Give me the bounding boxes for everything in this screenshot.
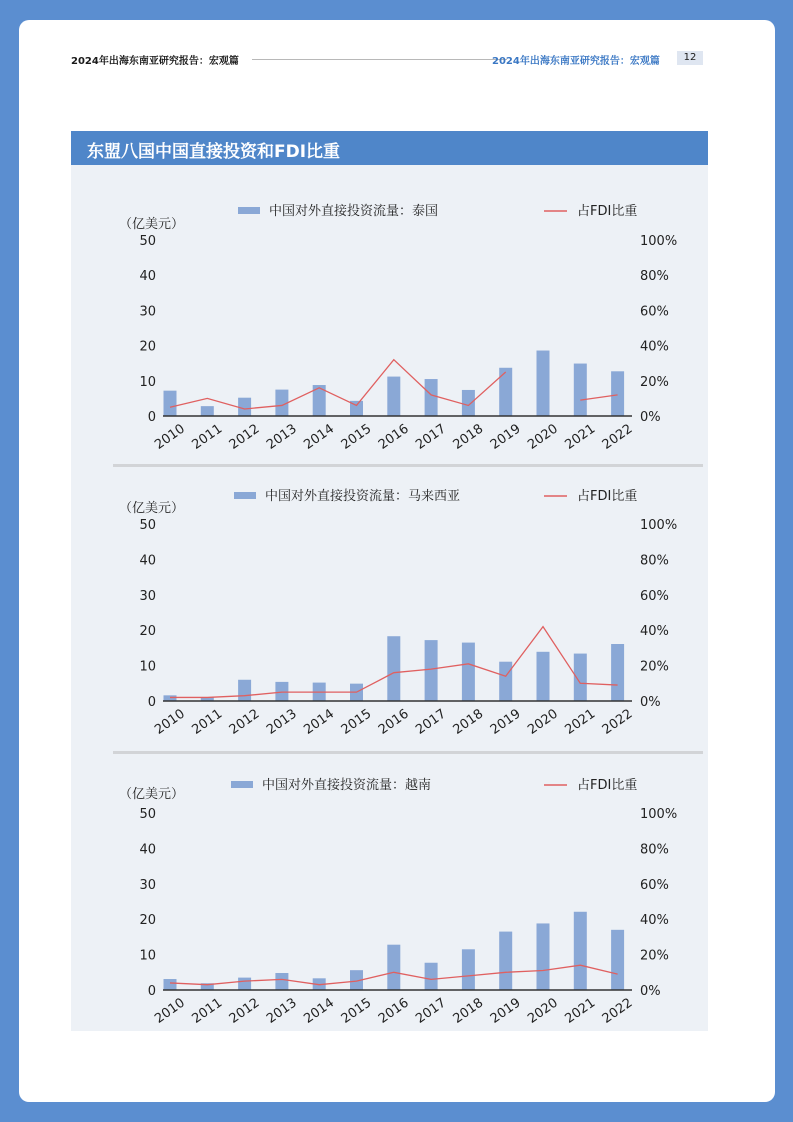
y2-tick-label: 60% — [640, 877, 669, 893]
x-tick-label: 2019 — [487, 706, 524, 738]
x-tick-label: 2014 — [301, 995, 338, 1027]
x-tick-label: 2012 — [226, 421, 263, 453]
legend-bar-label: 中国对外直接投资流量：泰国 — [269, 204, 439, 219]
bar — [499, 932, 512, 990]
y-tick-label: 30 — [139, 877, 156, 893]
bar — [275, 973, 288, 990]
legend-bar-label: 中国对外直接投资流量：马来西亚 — [265, 489, 461, 504]
bar — [462, 390, 475, 416]
bar — [238, 978, 251, 990]
x-tick-label: 2015 — [338, 995, 375, 1027]
bar — [611, 644, 624, 701]
x-tick-label: 2018 — [450, 995, 487, 1027]
bar — [462, 643, 475, 701]
y-tick-label: 40 — [139, 842, 156, 858]
x-tick-label: 2014 — [301, 421, 338, 453]
x-tick-label: 2010 — [152, 706, 188, 738]
y-tick-label: 30 — [139, 588, 156, 604]
legend-line-label: 占FDI比重 — [577, 778, 638, 793]
bar — [611, 930, 624, 990]
x-tick-label: 2016 — [375, 421, 412, 453]
bar — [425, 379, 438, 416]
bar — [462, 949, 475, 990]
y-tick-label: 20 — [139, 913, 156, 929]
x-tick-label: 2010 — [152, 421, 188, 453]
bar — [574, 912, 587, 990]
x-tick-label: 2020 — [525, 421, 561, 453]
x-tick-label: 2015 — [338, 706, 375, 738]
bar — [387, 945, 400, 990]
bar — [425, 963, 438, 990]
x-tick-label: 2021 — [562, 995, 599, 1027]
bar — [201, 406, 214, 416]
bar — [537, 351, 550, 416]
y2-tick-label: 40% — [640, 913, 669, 929]
header-left-title: 2024年出海东南亚研究报告：宏观篇 — [71, 56, 239, 67]
x-tick-label: 2018 — [450, 706, 487, 738]
legend-bar-label: 中国对外直接投资流量：越南 — [262, 778, 432, 793]
page-number: 12 — [677, 51, 703, 65]
y2-tick-label: 20% — [640, 948, 669, 964]
y-tick-label: 30 — [139, 304, 156, 320]
x-tick-label: 2013 — [264, 421, 300, 453]
y-tick-label: 0 — [147, 695, 156, 710]
y-tick-label: 50 — [139, 234, 156, 249]
unit-label: （亿美元） — [119, 501, 185, 516]
y-tick-label: 40 — [139, 269, 156, 285]
legend-line-label: 占FDI比重 — [577, 489, 638, 504]
y2-tick-label: 0% — [640, 695, 661, 710]
x-tick-label: 2010 — [152, 995, 188, 1027]
x-tick-label: 2017 — [413, 995, 449, 1027]
x-tick-label: 2012 — [226, 995, 263, 1027]
x-tick-label: 2021 — [562, 421, 599, 453]
x-tick-label: 2014 — [301, 706, 338, 738]
y-tick-label: 10 — [139, 659, 156, 675]
header-right-title: 2024年出海东南亚研究报告：宏观篇 — [492, 56, 660, 67]
y2-tick-label: 80% — [640, 269, 669, 285]
x-tick-label: 2011 — [189, 706, 226, 738]
bar — [164, 695, 177, 701]
legend-bar-swatch — [231, 781, 253, 788]
bar — [238, 680, 251, 701]
x-tick-label: 2022 — [599, 421, 636, 453]
y2-tick-label: 60% — [640, 588, 669, 604]
x-tick-label: 2017 — [413, 706, 449, 738]
x-tick-label: 2015 — [338, 421, 375, 453]
bar — [574, 364, 587, 416]
y2-tick-label: 100% — [640, 807, 678, 822]
legend-line-label: 占FDI比重 — [577, 204, 638, 219]
y2-tick-label: 20% — [640, 659, 669, 675]
bar — [499, 368, 512, 416]
y2-tick-label: 100% — [640, 234, 678, 249]
x-tick-label: 2019 — [487, 421, 524, 453]
x-tick-label: 2022 — [599, 706, 636, 738]
bar — [164, 391, 177, 416]
unit-label: （亿美元） — [119, 787, 185, 802]
y-tick-label: 0 — [147, 410, 156, 425]
unit-label: （亿美元） — [119, 217, 185, 232]
bar — [499, 662, 512, 701]
y-tick-label: 20 — [139, 624, 156, 640]
x-tick-label: 2017 — [413, 421, 449, 453]
x-tick-label: 2019 — [487, 995, 524, 1027]
y-tick-label: 10 — [139, 948, 156, 964]
x-tick-label: 2020 — [525, 706, 561, 738]
bar — [164, 979, 177, 990]
x-tick-label: 2013 — [264, 995, 300, 1027]
bar — [537, 652, 550, 701]
bar — [611, 371, 624, 416]
y2-tick-label: 60% — [640, 304, 669, 320]
legend-bar-swatch — [234, 492, 256, 499]
share-line — [170, 360, 506, 409]
x-tick-label: 2011 — [189, 421, 226, 453]
bar — [387, 377, 400, 416]
y-tick-label: 10 — [139, 374, 156, 390]
y-tick-label: 20 — [139, 339, 156, 355]
y-tick-label: 40 — [139, 553, 156, 569]
y2-tick-label: 40% — [640, 624, 669, 640]
bar — [425, 640, 438, 701]
y-tick-label: 50 — [139, 807, 156, 822]
y2-tick-label: 0% — [640, 410, 661, 425]
bar — [537, 923, 550, 990]
x-tick-label: 2016 — [375, 995, 412, 1027]
section-title: 东盟八国中国直接投资和FDI比重 — [87, 142, 341, 162]
y2-tick-label: 20% — [640, 374, 669, 390]
y2-tick-label: 80% — [640, 553, 669, 569]
x-tick-label: 2020 — [525, 995, 561, 1027]
x-tick-label: 2011 — [189, 995, 226, 1027]
x-tick-label: 2016 — [375, 706, 412, 738]
y2-tick-label: 80% — [640, 842, 669, 858]
y2-tick-label: 0% — [640, 984, 661, 999]
x-tick-label: 2018 — [450, 421, 487, 453]
y-tick-label: 50 — [139, 518, 156, 533]
x-tick-label: 2012 — [226, 706, 263, 738]
bar — [238, 398, 251, 416]
x-tick-label: 2021 — [562, 706, 599, 738]
bar — [387, 636, 400, 701]
y2-tick-label: 100% — [640, 518, 678, 533]
bar — [275, 682, 288, 701]
y2-tick-label: 40% — [640, 339, 669, 355]
x-tick-label: 2013 — [264, 706, 300, 738]
y-tick-label: 0 — [147, 984, 156, 999]
legend-bar-swatch — [238, 207, 260, 214]
x-tick-label: 2022 — [599, 995, 636, 1027]
